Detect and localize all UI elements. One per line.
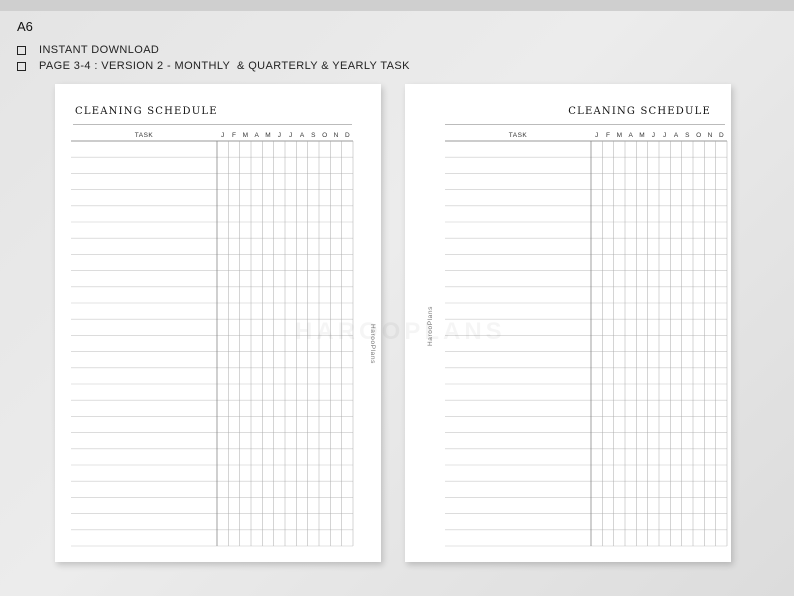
month-header: D <box>718 132 724 139</box>
month-header: J <box>221 132 225 139</box>
top-bar <box>0 0 794 11</box>
feature-text: INSTANT DOWNLOAD <box>39 44 160 56</box>
size-label: A6 <box>17 19 33 34</box>
month-header: N <box>707 132 713 139</box>
month-header: O <box>696 132 702 139</box>
month-header: D <box>344 132 350 139</box>
month-header: J <box>595 132 599 139</box>
month-header: F <box>606 132 610 139</box>
month-header: M <box>616 132 623 139</box>
feature-item <box>17 58 410 74</box>
month-header: S <box>311 132 316 139</box>
checkbox-icon <box>17 62 26 71</box>
month-header: O <box>322 132 328 139</box>
task-header: TASK <box>508 132 528 139</box>
month-header: J <box>289 132 293 139</box>
month-header: N <box>333 132 339 139</box>
page-title: CLEANING SCHEDULE <box>568 106 711 117</box>
brand-side-text: HarooPlans <box>427 306 434 346</box>
feature-text: PAGE 3-4 : VERSION 2 - MONTHLY & QUARTERLY & YEARLY TASK <box>39 60 410 72</box>
checkbox-icon <box>17 46 26 55</box>
title-rule <box>73 124 352 125</box>
month-header: M <box>242 132 249 139</box>
month-header: A <box>628 132 633 139</box>
month-header: A <box>254 132 259 139</box>
month-header: M <box>639 132 645 139</box>
month-header: J <box>277 132 281 139</box>
task-header: TASK <box>134 132 154 139</box>
month-header: J <box>663 132 667 139</box>
month-header: S <box>685 132 690 139</box>
title-rule <box>445 124 725 125</box>
month-header: F <box>232 132 236 139</box>
feature-item <box>17 42 410 58</box>
watermark <box>295 318 506 346</box>
feature-list <box>17 42 410 74</box>
month-header: M <box>265 132 271 139</box>
brand-side-text: HarooPlans <box>369 324 376 364</box>
page-title: CLEANING SCHEDULE <box>75 106 218 117</box>
month-header: A <box>673 132 679 139</box>
month-header: A <box>299 132 305 139</box>
month-header: J <box>651 132 655 139</box>
